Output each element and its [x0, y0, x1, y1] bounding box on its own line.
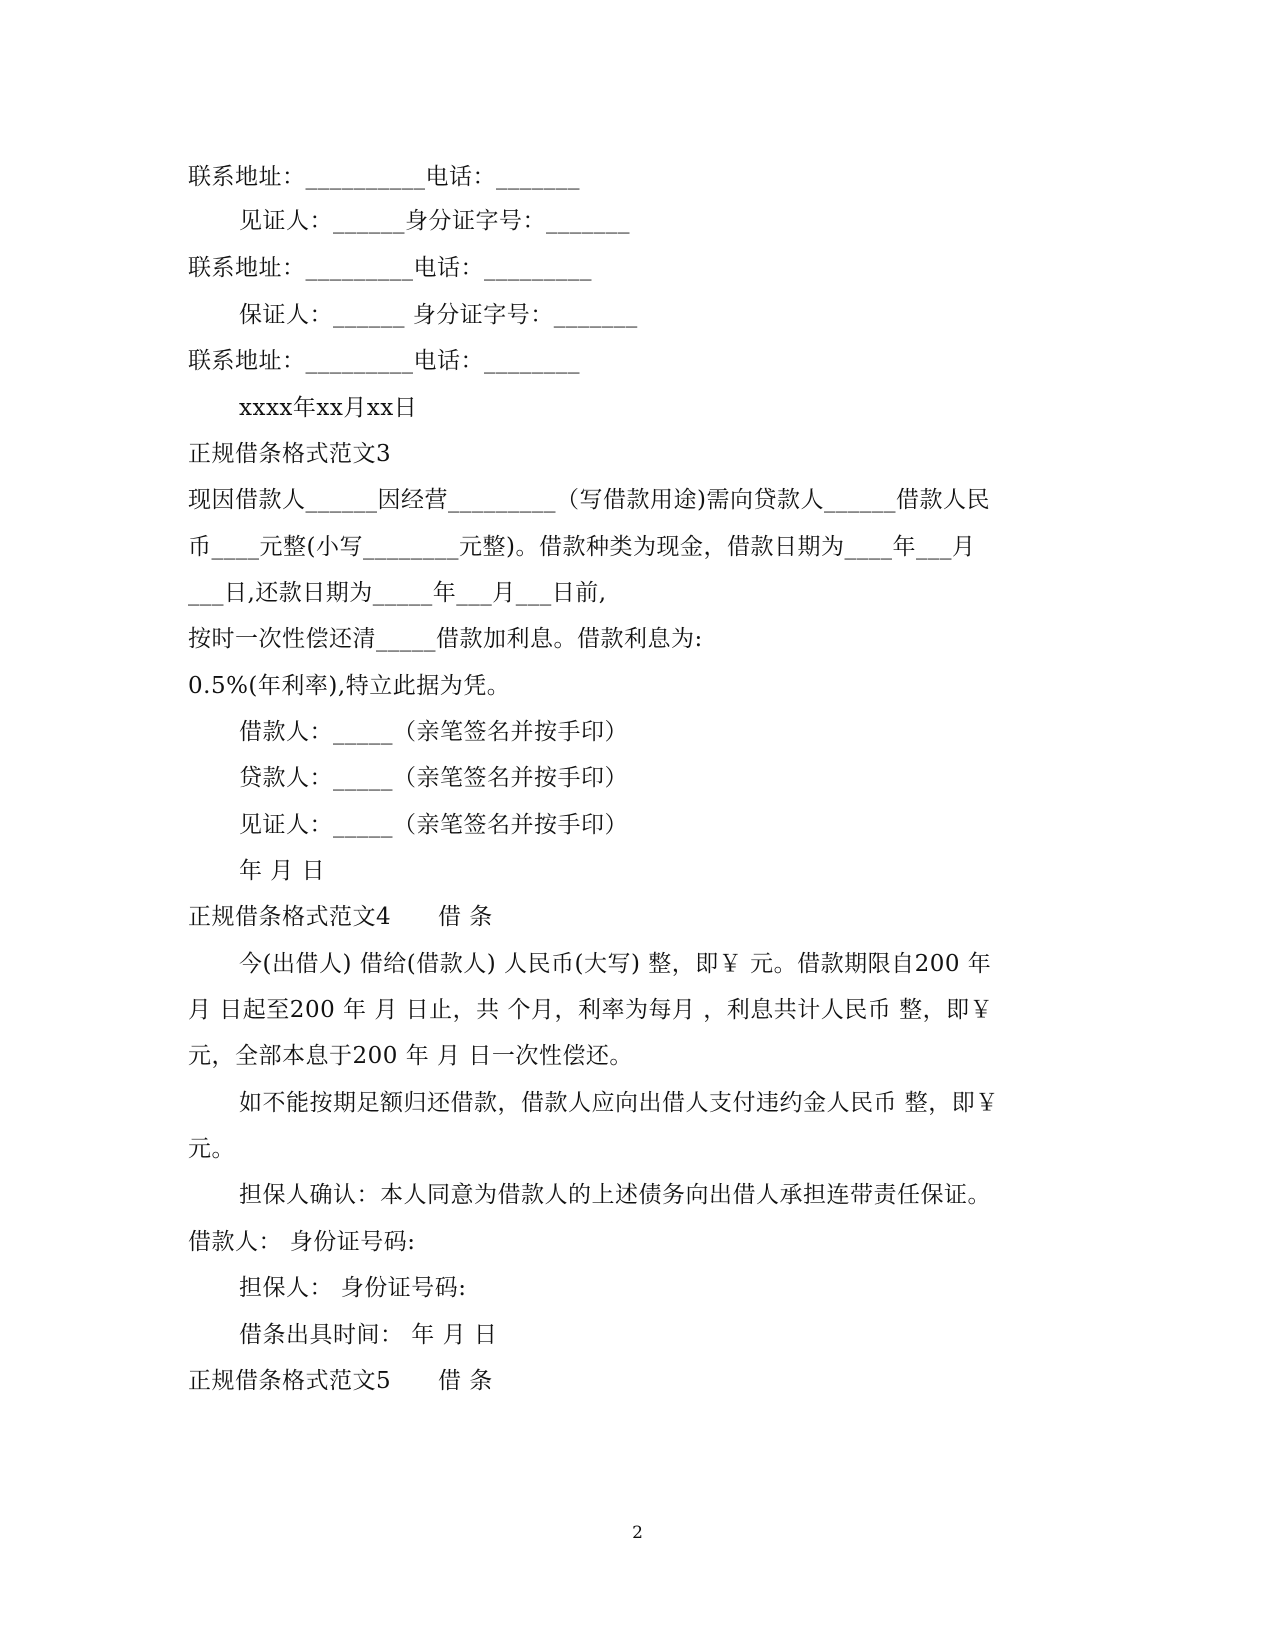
- contact-address-line-1: 联系地址：__________电话：_______: [188, 164, 580, 190]
- page-number: 2: [632, 1523, 643, 1543]
- contact-address-line-2: 联系地址：_________电话：_________: [188, 255, 592, 281]
- paragraph-line: 元。: [188, 1136, 235, 1162]
- contact-address-line-3: 联系地址：_________电话：________: [188, 348, 580, 374]
- witness-line: 见证人：______身分证字号：_______: [239, 208, 630, 234]
- section-title-3: 正规借条格式范文3: [188, 441, 392, 467]
- paragraph-line: 0.5%(年利率),特立此据为凭。: [188, 673, 511, 699]
- paragraph-line: ___日,还款日期为_____年___月___日前,: [188, 580, 607, 606]
- issue-date-line: 借条出具时间： 年 月 日: [239, 1322, 498, 1348]
- paragraph-line: 元，全部本息于200 年 月 日一次性偿还。: [188, 1043, 633, 1069]
- guarantor-line: 保证人：______ 身分证字号：_______: [239, 302, 638, 328]
- date-line: xxxx年xx月xx日: [239, 395, 418, 421]
- section-title-4: 正规借条格式范文4 借 条: [188, 904, 493, 930]
- paragraph-line: 如不能按期足额归还借款，借款人应向出借人支付违约金人民币 整，即￥: [239, 1090, 999, 1116]
- date-blank-line: 年 月 日: [239, 858, 326, 884]
- paragraph-line: 今(出借人) 借给(借款人) 人民币(大写) 整，即￥ 元。借款期限自200 年: [239, 951, 992, 977]
- paragraph-line: 币____元整(小写________元整)。借款种类为现金，借款日期为____年___月: [188, 534, 976, 560]
- borrower-signature-line: 借款人：_____（亲笔签名并按手印）: [239, 719, 628, 745]
- section-title-5: 正规借条格式范文5 借 条: [188, 1368, 493, 1394]
- lender-signature-line: 贷款人：_____（亲笔签名并按手印）: [239, 765, 628, 791]
- paragraph-line: 现因借款人______因经营_________（写借款用途)需向贷款人______借款人民: [188, 487, 990, 513]
- borrower-id-line: 借款人： 身份证号码:: [188, 1229, 416, 1255]
- paragraph-line: 按时一次性偿还清_____借款加利息。借款利息为:: [188, 626, 703, 652]
- guarantor-confirmation: 担保人确认：本人同意为借款人的上述债务向出借人承担连带责任保证。: [239, 1182, 991, 1208]
- witness-signature-line: 见证人：_____（亲笔签名并按手印）: [239, 812, 628, 838]
- paragraph-line: 月 日起至200 年 月 日止，共 个月，利率为每月 ，利息共计人民币 整，即￥: [188, 997, 994, 1023]
- guarantor-id-line: 担保人： 身份证号码:: [239, 1275, 467, 1301]
